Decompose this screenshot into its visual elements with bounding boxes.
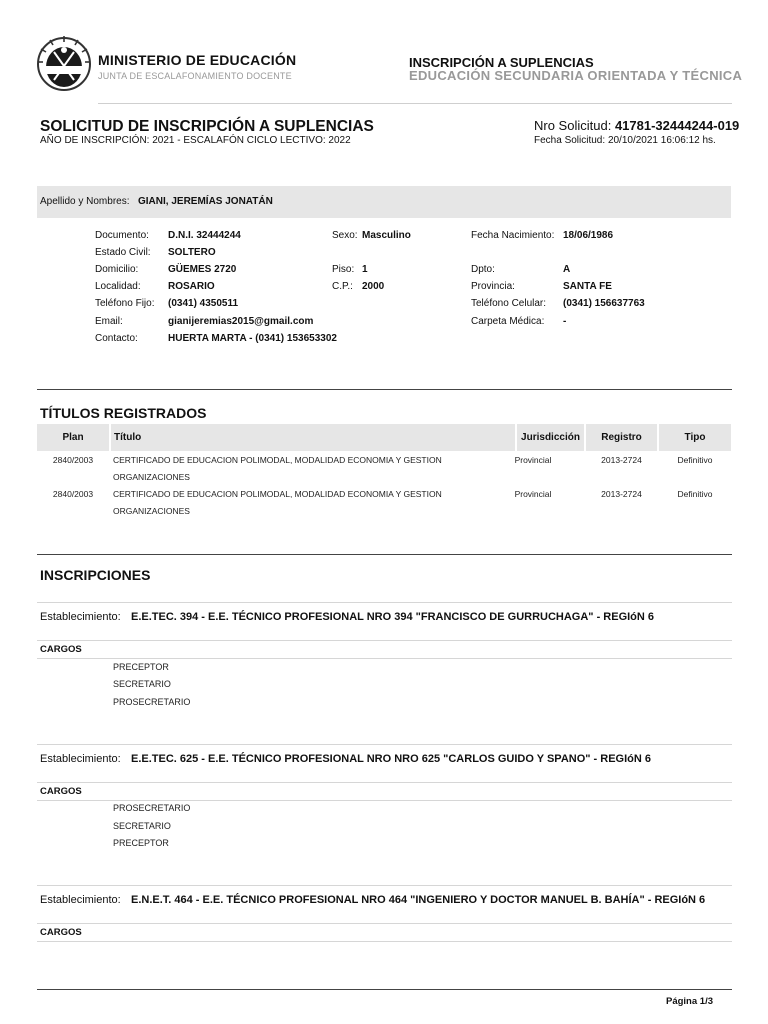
telefono-fijo-value: (0341) 4350511 xyxy=(168,298,239,309)
cargo-item: PROSECRETARIO xyxy=(113,803,191,813)
row-titulo-line2: ORGANIZACIONES xyxy=(113,472,190,482)
header-subtitle: EDUCACIÓN SECUNDARIA ORIENTADA Y TÉCNICA xyxy=(409,68,743,83)
establecimiento-row xyxy=(37,885,732,916)
titulos-table-header xyxy=(37,424,731,451)
piso-label: Piso: xyxy=(332,264,355,275)
email-label: Email: xyxy=(95,316,123,327)
cargos-label: CARGOS xyxy=(40,927,82,938)
establecimiento-value: E.E.TEC. 625 - E.E. TÉCNICO PROFESIONAL NRO NRO 625 "CARLOS GUIDO Y SPANO" - REGIóN 6 xyxy=(131,753,651,765)
header-divider xyxy=(98,103,732,104)
col-titulo: Título xyxy=(111,424,515,451)
telefono-celular-label: Teléfono Celular: xyxy=(471,298,547,309)
estado-civil-value: SOLTERO xyxy=(168,247,216,258)
cargo-item: PRECEPTOR xyxy=(113,838,169,848)
cargos-header xyxy=(37,923,732,942)
provincial-seal-icon xyxy=(36,34,92,92)
inscription-year: AÑO DE INSCRIPCIÓN: 2021 - ESCALAFÓN CICLO LECTIVO: 2022 xyxy=(40,135,351,146)
row-registro: 2013-2724 xyxy=(601,489,642,499)
col-plan: Plan xyxy=(37,424,109,451)
cargos-label: CARGOS xyxy=(40,644,82,655)
col-registro: Registro xyxy=(586,424,657,451)
documento-value: D.N.I. 32444244 xyxy=(168,230,241,241)
applicant-name-label: Apellido y Nombres: xyxy=(40,196,130,207)
inscripciones-section-title: INSCRIPCIONES xyxy=(40,567,151,583)
row-plan: 2840/2003 xyxy=(52,489,94,499)
sexo-value: Masculino xyxy=(362,230,411,241)
ministry-subtitle: JUNTA DE ESCALAFONAMIENTO DOCENTE xyxy=(98,71,292,81)
nacimiento-value: 18/06/1986 xyxy=(563,230,614,241)
localidad-value: ROSARIO xyxy=(168,281,215,292)
carpeta-medica-value: - xyxy=(563,316,567,327)
page-title: SOLICITUD DE INSCRIPCIÓN A SUPLENCIAS xyxy=(40,118,374,135)
request-number-label: Nro Solicitud: xyxy=(534,118,612,133)
cargos-label: CARGOS xyxy=(40,786,82,797)
establecimiento-row xyxy=(37,744,732,775)
provincia-label: Provincia: xyxy=(471,281,515,292)
row-registro: 2013-2724 xyxy=(601,455,642,465)
carpeta-medica-label: Carpeta Médica: xyxy=(471,316,545,327)
cargo-item: PROSECRETARIO xyxy=(113,697,191,707)
request-date-value: 20/10/2021 16:06:12 hs. xyxy=(607,135,716,146)
email-value: gianijeremias2015@gmail.com xyxy=(168,316,314,327)
row-jurisdiccion: Provincial xyxy=(514,489,552,499)
cargo-item: SECRETARIO xyxy=(113,679,171,689)
dpto-value: A xyxy=(563,264,571,275)
row-tipo: Definitivo xyxy=(677,455,713,465)
section-divider xyxy=(37,389,732,390)
documento-label: Documento: xyxy=(95,230,149,241)
establecimiento-label: Establecimiento: xyxy=(40,753,121,765)
contacto-label: Contacto: xyxy=(95,333,138,344)
domicilio-label: Domicilio: xyxy=(95,264,139,275)
telefono-fijo-label: Teléfono Fijo: xyxy=(95,298,155,309)
row-titulo-line2: ORGANIZACIONES xyxy=(113,506,190,516)
row-titulo-line1: CERTIFICADO DE EDUCACION POLIMODAL, MODALIDAD ECONOMIA Y GESTION xyxy=(113,489,442,499)
row-jurisdiccion: Provincial xyxy=(514,455,552,465)
row-titulo-line1: CERTIFICADO DE EDUCACION POLIMODAL, MODALIDAD ECONOMIA Y GESTION xyxy=(113,455,442,465)
establecimiento-row xyxy=(37,602,732,633)
cargo-item: PRECEPTOR xyxy=(113,662,169,672)
request-number xyxy=(534,118,739,133)
contacto-value: HUERTA MARTA - (0341) 153653302 xyxy=(168,333,337,344)
cargos-header xyxy=(37,640,732,659)
establecimiento-value: E.E.TEC. 394 - E.E. TÉCNICO PROFESIONAL NRO 394 "FRANCISCO DE GURRUCHAGA" - REGIóN 6 xyxy=(131,611,655,623)
telefono-celular-value: (0341) 156637763 xyxy=(563,298,645,309)
localidad-label: Localidad: xyxy=(95,281,141,292)
request-date-label: Fecha Solicitud: xyxy=(534,135,606,146)
dpto-label: Dpto: xyxy=(471,264,495,275)
provincia-value: SANTA FE xyxy=(563,281,612,292)
row-tipo: Definitivo xyxy=(677,489,713,499)
applicant-name-band xyxy=(37,186,731,218)
cp-label: C.P.: xyxy=(332,281,353,292)
header-title: INSCRIPCIÓN A SUPLENCIAS xyxy=(409,55,594,70)
estado-civil-label: Estado Civil: xyxy=(95,247,151,258)
section-divider xyxy=(37,554,732,555)
footer-divider xyxy=(37,989,732,990)
col-tipo: Tipo xyxy=(659,424,731,451)
applicant-name-value: GIANI, JEREMÍAS JONATÁN xyxy=(138,196,273,207)
sexo-label: Sexo: xyxy=(332,230,358,241)
nacimiento-label: Fecha Nacimiento: xyxy=(471,230,555,241)
request-number-value: 41781-32444244-019 xyxy=(614,118,740,133)
row-plan: 2840/2003 xyxy=(52,455,94,465)
page-number: Página 1/3 xyxy=(666,996,713,1007)
request-date xyxy=(534,135,716,146)
establecimiento-label: Establecimiento: xyxy=(40,611,121,623)
ministry-name: MINISTERIO DE EDUCACIÓN xyxy=(98,52,297,68)
cp-value: 2000 xyxy=(362,281,385,292)
piso-value: 1 xyxy=(362,264,368,275)
cargos-header xyxy=(37,782,732,801)
establecimiento-value: E.N.E.T. 464 - E.E. TÉCNICO PROFESIONAL NRO 464 "INGENIERO Y DOCTOR MANUEL B. BAHÍA" - REGIóN 6 xyxy=(131,894,706,906)
cargo-item: SECRETARIO xyxy=(113,821,171,831)
establecimiento-label: Establecimiento: xyxy=(40,894,121,906)
domicilio-value: GÜEMES 2720 xyxy=(168,264,237,275)
titulos-section-title: TÍTULOS REGISTRADOS xyxy=(40,405,207,421)
col-jurisdiccion: Jurisdicción xyxy=(517,424,584,451)
